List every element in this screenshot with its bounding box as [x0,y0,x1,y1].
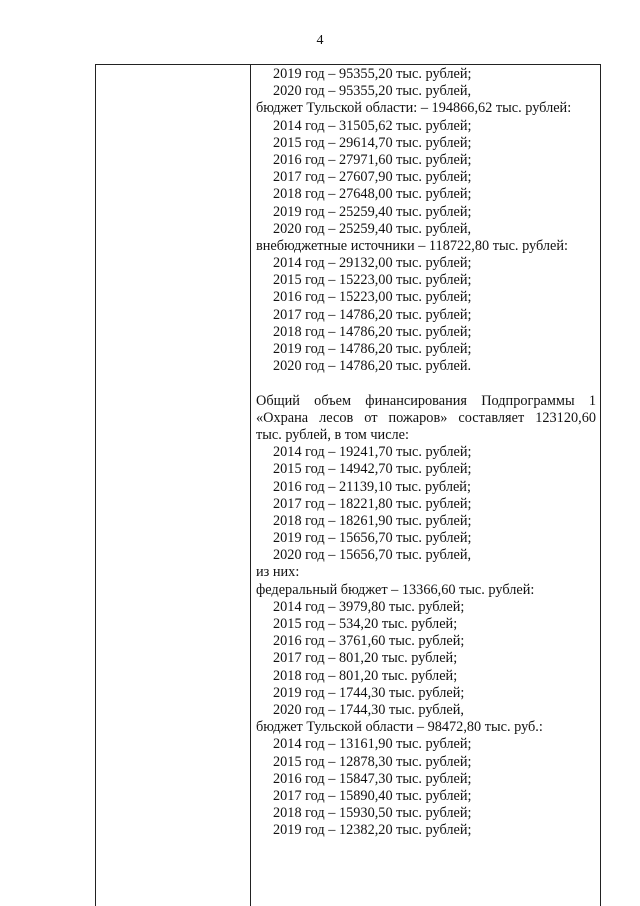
subprogram-paragraph-line: «Охрана лесов от пожаров» составляет 123120,60 [256,409,596,426]
year-line: 2018 год – 18261,90 тыс. рублей; [273,512,472,529]
of-them-label: из них: [256,564,300,581]
year-line: 2017 год – 801,20 тыс. рублей; [273,650,458,667]
year-line: 2014 год – 13161,90 тыс. рублей; [273,736,472,753]
year-line: 2020 год – 25259,40 тыс. рублей, [273,220,472,237]
year-line: 2019 год – 15656,70 тыс. рублей; [273,530,472,547]
section-heading: федеральный бюджет – 13366,60 тыс. рублей: [256,581,535,598]
year-line: 2017 год – 15890,40 тыс. рублей; [273,787,472,804]
year-line: 2016 год – 27971,60 тыс. рублей; [273,151,472,168]
year-line: 2016 год – 15847,30 тыс. рублей; [273,770,472,787]
subprogram-paragraph-line: тыс. рублей, в том числе: [256,426,409,443]
year-line: 2016 год – 21139,10 тыс. рублей; [273,478,471,495]
year-line: 2017 год – 27607,90 тыс. рублей; [273,169,472,186]
year-line: 2018 год – 801,20 тыс. рублей; [273,667,458,684]
year-line: 2019 год – 12382,20 тыс. рублей; [273,822,472,839]
year-line: 2020 год – 15656,70 тыс. рублей, [273,547,472,564]
year-line: 2014 год – 19241,70 тыс. рублей; [273,444,472,461]
financing-text-cell [256,66,596,839]
year-line: 2019 год – 25259,40 тыс. рублей; [273,203,472,220]
year-line: 2015 год – 534,20 тыс. рублей; [273,616,458,632]
year-line: 2015 год – 29614,70 тыс. рублей; [273,134,472,151]
year-line: 2018 год – 14786,20 тыс. рублей; [273,323,472,340]
year-line: 2019 год – 14786,20 тыс. рублей; [273,341,472,357]
year-line: 2017 год – 14786,20 тыс. рублей; [273,306,472,323]
section-heading: бюджет Тульской области: – 194866,62 тыс. рублей: [256,100,572,117]
section-heading: внебюджетные источники – 118722,80 тыс. рублей: [256,237,569,254]
year-line: 2016 год – 3761,60 тыс. рублей; [273,633,465,650]
year-line: 2017 год – 18221,80 тыс. рублей; [273,495,472,512]
year-line: 2014 год – 29132,00 тыс. рублей; [273,255,472,272]
year-line: 2019 год – 95355,20 тыс. рублей; [273,66,472,82]
year-line: 2018 год – 27648,00 тыс. рублей; [273,186,472,203]
year-line: 2014 год – 3979,80 тыс. рублей; [273,598,465,615]
section-heading: бюджет Тульской области – 98472,80 тыс. руб.: [256,719,543,736]
year-line: 2020 год – 95355,20 тыс. рублей, [273,83,472,100]
year-line: 2015 год – 12878,30 тыс. рублей; [273,753,472,770]
year-line: 2020 год – 14786,20 тыс. рублей. [273,358,472,375]
year-line: 2020 год – 1744,30 тыс. рублей, [273,701,464,718]
page-number: 4 [316,33,324,48]
blank-line [256,375,596,392]
year-line: 2015 год – 15223,00 тыс. рублей; [273,272,472,289]
year-line: 2016 год – 15223,00 тыс. рублей; [273,289,472,306]
column-divider [250,65,251,906]
subprogram-paragraph-line: Общий объем финансирования Подпрограммы 1 [256,392,596,409]
year-line: 2019 год – 1744,30 тыс. рублей; [273,684,465,701]
year-line: 2015 год – 14942,70 тыс. рублей; [273,461,472,478]
year-line: 2014 год – 31505,62 тыс. рублей; [273,117,472,134]
financing-table [95,64,601,906]
year-line: 2018 год – 15930,50 тыс. рублей; [273,805,472,822]
